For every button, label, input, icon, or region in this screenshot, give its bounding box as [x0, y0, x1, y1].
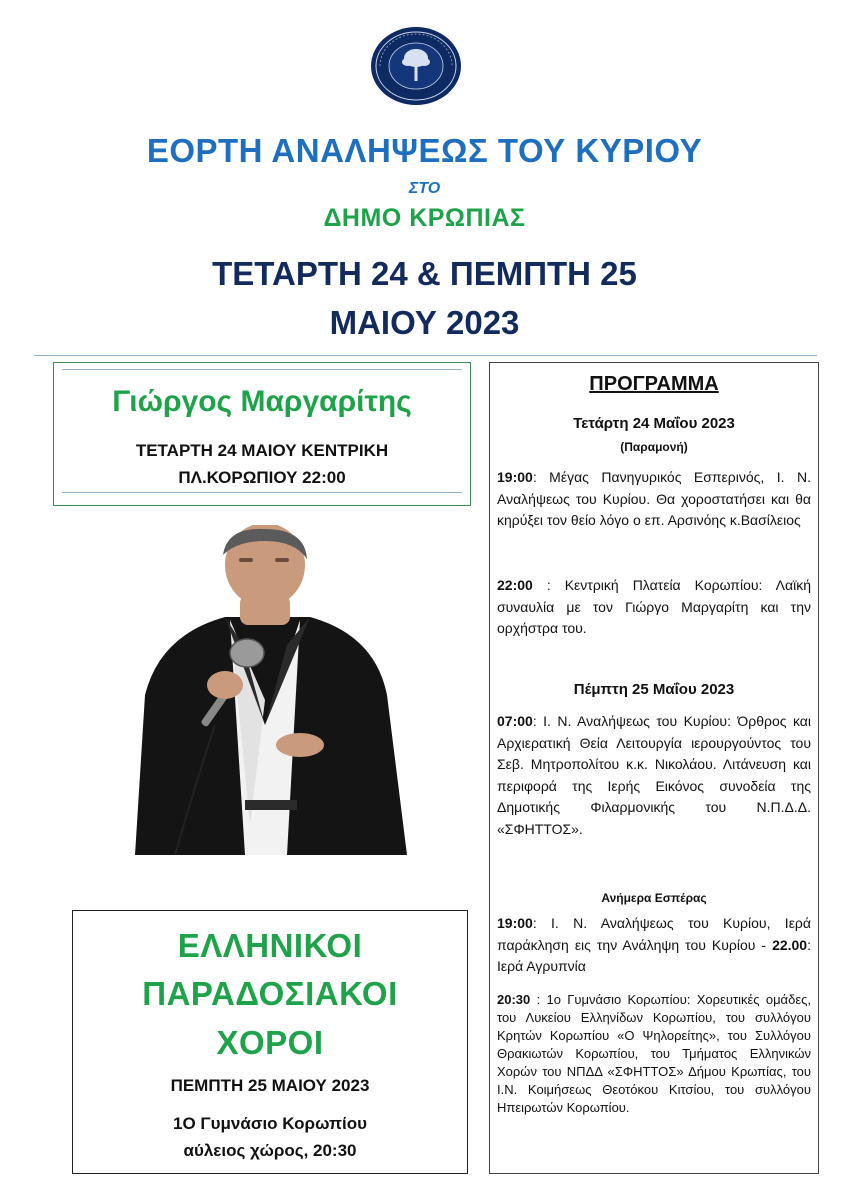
singer-box: [53, 362, 471, 506]
entry-time: 22:00: [497, 577, 533, 593]
program-entry: [497, 913, 811, 978]
program-entry: [497, 575, 811, 640]
singer-place-line: ΠΛ.ΚΟΡΩΠΙΟΥ 22:00: [178, 468, 346, 487]
entry-time: 07:00: [497, 713, 533, 729]
dances-venue: 1Ο Γυμνάσιο Κορωπίου: [173, 1114, 367, 1133]
entry-text: : 1ο Γυμνάσιο Κορωπίου: Χορευτικές ομάδες, του Λυκείου Ελληνίδων Κορωπίου, του συλλόγου Κρητών Κορωπίου «Ο Ψηλορείτης», του Συλλόγου Θρακιωτών Κορωπίου, του Τμήματος Ελληνικών Χορών του ΝΠΔΔ «ΣΦΗΤΤΟΣ» Δήμου Κρωπίας, του Ι.Ν. Κοιμήσεως Θεοτόκου Κιτσίου, του συλλόγου Ηπειρωτών Κορωπίου.: [497, 992, 811, 1115]
municipality-logo: [370, 26, 462, 106]
entry-text: : Ι. Ν. Αναλήψεως του Κυρίου, Ιερά παράκληση εις την Ανάληψη του Κυρίου -: [497, 915, 811, 953]
program-entry: [497, 991, 811, 1117]
sto-connector: ΣΤΟ: [408, 180, 441, 197]
entry-time: 19:00: [497, 469, 533, 485]
entry-text: : Μέγας Πανηγυρικός Εσπερινός, Ι. Ν. Αναλήψεως του Κυρίου. Θα χοροστατήσει και θα κηρύξει τον θείο λόγο ο επ. Αρσινόης κ.Βασίλειος: [497, 469, 811, 528]
box-bottom-rule: [62, 492, 462, 493]
program-title: ΠΡΟΓΡΑΜΜΑ: [589, 373, 719, 395]
singer-name: Γιώργος Μαργαρίτης: [112, 385, 412, 418]
dances-title-line2: ΠΑΡΑΔΟΣΙΑΚΟΙ: [142, 975, 398, 1012]
entry-time: 19:00: [497, 915, 533, 931]
dances-title-line3: ΧΟΡΟΙ: [216, 1024, 324, 1061]
day1-subheading: (Παραμονή): [620, 440, 688, 454]
singer-photo: [115, 525, 420, 855]
entry-text: : Ιερά Αγρυπνία: [497, 936, 811, 974]
entry-text: : Ι. Ν. Αναλήψεως του Κυρίου: Όρθρος και Αρχιερατική Θεία Λειτουργία ιερουργούντος του Σεβ. Μητροπολίτου κ.κ. Νικολάου. Λιτάνευση και περιφορά της Ιερής Εικόνος συνοδεία της Δημοτικής Φιλαρμονικής του Ν.Π.Δ.Δ. «ΣΦΗΤΤΟΣ».: [497, 713, 811, 837]
dances-title-line1: ΕΛΛΗΝΙΚΟΙ: [177, 927, 363, 964]
event-title: ΕΟΡΤΗ ΑΝΑΛΗΨΕΩΣ ΤΟΥ ΚΥΡΙΟΥ: [146, 132, 703, 169]
event-month-year: ΜΑΙΟΥ 2023: [329, 304, 520, 341]
day1-heading: Τετάρτη 24 Μαΐου 2023: [573, 415, 735, 432]
dances-date: ΠΕΜΠΤΗ 25 ΜΑΙΟΥ 2023: [170, 1076, 370, 1095]
evening-heading: Ανήμερα Εσπέρας: [601, 891, 707, 905]
program-box: [489, 362, 819, 1174]
entry-time: 20:30: [497, 992, 531, 1007]
singer-date-line: ΤΕΤΑΡΤΗ 24 ΜΑΙΟΥ ΚΕΝΤΡΙΚΗ: [135, 441, 389, 460]
municipality-name: ΔΗΜΟ ΚΡΩΠΙΑΣ: [323, 204, 526, 232]
entry-time: 22.00: [772, 936, 808, 953]
box-top-rule: [62, 369, 462, 370]
dances-box: [72, 910, 468, 1174]
program-entry: [497, 467, 811, 532]
dances-venue-time: αύλειος χώρος, 20:30: [183, 1141, 357, 1160]
event-dates: ΤΕΤΑΡΤΗ 24 & ΠΕΜΠΤΗ 25: [212, 255, 637, 292]
program-entry: [497, 711, 811, 840]
header-divider: [34, 355, 817, 356]
day2-heading: Πέμπτη 25 Μαΐου 2023: [573, 681, 735, 698]
entry-text: : Κεντρική Πλατεία Κορωπίου: Λαϊκή συναυλία με τον Γιώργο Μαργαρίτη και την ορχήστρα του.: [497, 577, 811, 636]
